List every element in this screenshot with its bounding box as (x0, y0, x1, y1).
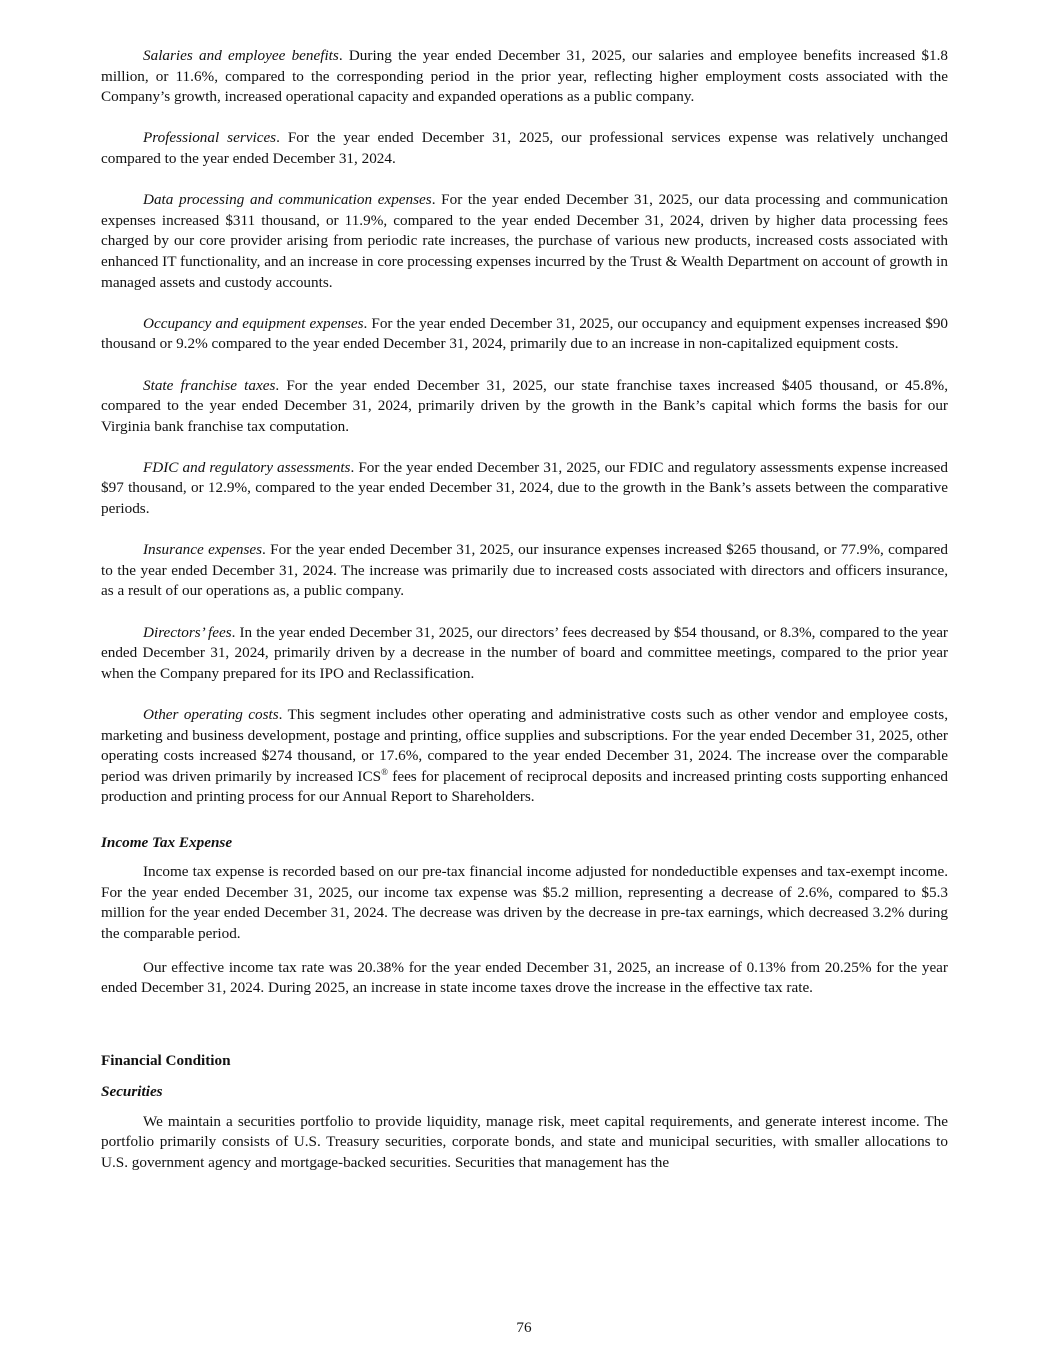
paragraph-state-franchise-taxes (101, 376, 948, 438)
paragraph-body: . For the year ended December 31, 2025, our state franchise taxes increased $405 thousand, or 45.8%, compared to the year ended December 31, 2024, primarily driven by the growth in the Bank’s capital which forms the basis for our Virginia bank franchise tax computation. (101, 376, 948, 435)
paragraph-lead: Directors’ fees (143, 623, 232, 641)
paragraph-effective-tax-rate: Our effective income tax rate was 20.38% for the year ended December 31, 2025, an increase of 0.13% from 20.25% for the year ended December 31, 2024. During 2025, an increase in state income taxes drove the increase in the effective tax rate. (101, 958, 948, 997)
paragraph-lead: Salaries and employee benefits (143, 47, 339, 64)
paragraph-data-processing (101, 190, 948, 293)
section-spacer (101, 1019, 948, 1051)
section-heading-financial-condition: Financial Condition (101, 1052, 231, 1070)
paragraph-body-continued: fees for placement of reciprocal deposits and increased printing costs supporting enhanced production and printing process for our Annual Report to Shareholders. (101, 767, 948, 806)
paragraph-lead: Insurance expenses (143, 541, 263, 559)
paragraph-body: . During the year ended December 31, 2025, our salaries and employee benefits increased $1.8 million, or 11.6%, compared to the corresponding period in the prior year, reflecting higher employment costs associated with the Company’s growth, increased operational capacity and expanded operations as a public company. (101, 47, 948, 106)
paragraph-body: . For the year ended December 31, 2025, our data processing and communication expenses increased $311 thousand, or 11.9%, compared to the year ended December 31, 2024, driven by higher data processing fees charged by our core provider arising from periodic rate increases, the purchase of various new products, increased costs associated with enhanced IT functionality, and an increase in core processing expenses incurred by the Trust & Wealth Department on account of growth in managed assets and custody accounts. (101, 191, 948, 291)
paragraph-insurance (101, 540, 948, 602)
paragraph-lead: Occupancy and equipment expenses (143, 314, 364, 332)
paragraph-body: . This segment includes other operating and administrative costs such as other vendor and employee costs, marketing and business development, postage and printing, office supplies and subscriptions. For the year ended December 31, 2025, other operating costs increased $274 thousand, or 17.6%, compared to the year ended December 31, 2024. The increase over the comparable period was driven primarily by increased ICS (101, 706, 948, 785)
paragraph-body: . For the year ended December 31, 2025, our insurance expenses increased $265 thousand, or 77.9%, compared to the year ended December 31, 2024. The increase was primarily due to increased costs associated with directors and officers insurance, as a result of our operations as, a public company. (101, 541, 948, 600)
page-number: 76 (516, 1319, 532, 1336)
paragraph-lead: State franchise taxes (143, 376, 276, 394)
paragraph-securities: We maintain a securities portfolio to provide liquidity, manage risk, meet capital requirements, and generate interest income. The portfolio primarily consists of U.S. Treasury securities, corporate bonds, and state and municipal securities, with smaller allocations to U.S. government agency and mortgage-backed securities. Securities that management has the (101, 1112, 948, 1171)
paragraph-other-operating-costs (101, 705, 948, 808)
paragraph-fdic (101, 458, 948, 520)
paragraph-lead: Other operating costs (143, 706, 279, 723)
paragraph-lead: Professional services (143, 129, 277, 147)
paragraph-lead: FDIC and regulatory assessments (143, 458, 351, 476)
paragraph-professional-services (101, 128, 948, 169)
paragraph-salaries (101, 46, 948, 108)
paragraph-occupancy (101, 314, 948, 355)
paragraph-income-tax-expense: Income tax expense is recorded based on our pre-tax financial income adjusted for nondeductible expenses and tax-exempt income. For the year ended December 31, 2025, our income tax expense was $5.2 million, representing a decrease of 2.6%, compared to $5.3 million for the year ended December 31, 2024. The decrease was driven by the decrease in pre-tax earnings, which decreased 3.2% during the comparable period. (101, 863, 948, 942)
paragraph-lead: Data processing and communication expenses (143, 191, 432, 209)
paragraph-body: . For the year ended December 31, 2025, our FDIC and regulatory assessments expense increased $97 thousand, or 12.9%, compared to the year ended December 31, 2024, due to the growth in the Bank’s assets between the comparative periods. (101, 458, 948, 518)
paragraph-directors-fees (101, 623, 948, 685)
section-heading-income-tax: Income Tax Expense (101, 833, 233, 851)
document-page (101, 46, 948, 1194)
paragraph-body: . For the year ended December 31, 2025, our professional services expense was relatively unchanged compared to the year ended December 31, 2024. (101, 129, 948, 167)
paragraph-body: . In the year ended December 31, 2025, our directors’ fees decreased by $54 thousand, or 8.3%, compared to the year ended December 31, 2024, primarily driven by a decrease in the number of board and committee meetings, compared to the prior year when the Company prepared for its IPO and Reclassification. (101, 623, 948, 682)
subsection-heading-securities: Securities (101, 1082, 163, 1100)
registered-trademark-mark: ® (381, 766, 388, 777)
paragraph-body: . For the year ended December 31, 2025, our occupancy and equipment expenses increased $90 thousand or 9.2% compared to the year ended December 31, 2024, primarily due to an increase in non-capitalized equipment costs. (101, 314, 949, 353)
